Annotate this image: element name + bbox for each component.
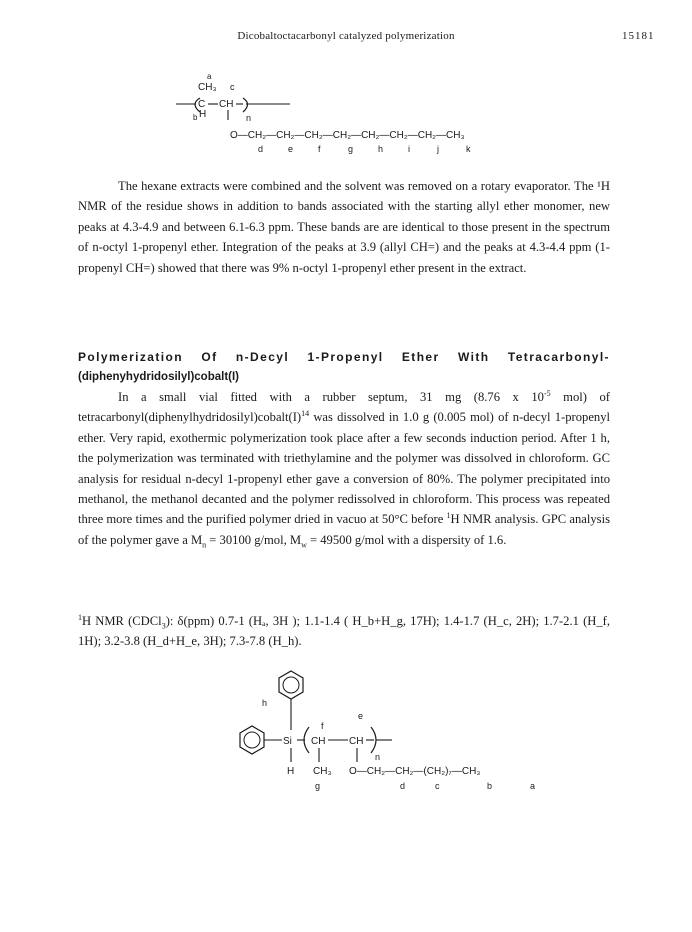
label-e: e <box>358 711 364 721</box>
letter-j: j <box>437 144 439 154</box>
label-si-h: H <box>287 766 295 777</box>
label-h-top: h <box>262 698 268 708</box>
aromatic-circle-top <box>283 677 299 693</box>
running-header-title: Dicobaltoctacarbonyl catalyzed polymerization <box>237 30 455 42</box>
letter-d: d <box>400 781 406 791</box>
paragraph-polymerization-procedure: In a small vial fitted with a rubber septum, 31 mg (8.76 x $10^{-5}$ mol) of $tetracarbonyl(diphenylhydridosilyl)cobalt(I)^{14}$ was dissolved in 1.0 g (0.005 mol) of n-decyl 1-propenyl ether. Very rapid, exothermic polymerization took place after a few seconds induction period. After 1 h, the polymerization was terminated with triethylamine and the polymer was dissolved in chloroform. GC analysis for residual n-decyl 1-propenyl ether gave a conversion of 80%. The polymer precipitated into methanol, the methanol decanted and the polymer redissolved in chloroform. This process was repeated three more times and the purified polymer dried in vacuo at 50°C before $^1$H NMR analysis. GPC analysis of the polymer gave a $M_n = 30100$ g/mol, $M_w = 49500$ g/mol with a dispersity of 1.6. <box>78 388 610 550</box>
label-a: a <box>207 72 212 81</box>
section-heading-line-2: (diphenyhydridosilyl)cobalt(I) <box>78 371 240 384</box>
nmr-data: $^1$H NMR (CDCl$_3$): δ(ppm) 0.7-1 (Hₐ, 3H ); 1.1-1.4 ( H_b+H_g, 17H); 1.4-1.7 (H_c, 2H); 1.7-2.1 (H_f, 1H); 3.2-3.8 (H_d+H_e, 3H); 7.3-7.8 (H_h). <box>78 612 610 649</box>
label-c: c <box>230 82 235 92</box>
paragraph-hexane-extracts: The hexane extracts were combined and the solvent was removed on a rotary evaporator. The ¹H NMR of the residue shows in addition to bands associated with the starting allyl ether monomer, new peaks at 4.3-4.9 and between 6.1-6.3 ppm. These bands are are identical to those present in the spectrum of n-octyl 1-propenyl ether. Integration of the peaks at 3.9 (allyl CH=) and the peaks at 4.3-4.4 ppm (1-propenyl CH=) showed that there was 9% n-octyl 1-propenyl ether present in the extract. <box>78 179 610 275</box>
label-f: f <box>321 721 324 731</box>
heading-word: 1-Propenyl <box>307 350 384 364</box>
letter-d: d <box>258 144 264 154</box>
label-ch-2: CH <box>349 736 364 747</box>
letter-g: g <box>315 781 321 791</box>
letter-g: g <box>348 144 354 154</box>
aromatic-circle-left <box>244 732 260 748</box>
heading-word: Polymerization <box>78 350 183 364</box>
letter-e: e <box>288 144 294 154</box>
letter-f: f <box>318 144 321 154</box>
label-b: b <box>193 113 198 122</box>
heading-word: Tetracarbonyl- <box>507 350 610 364</box>
letter-c: c <box>435 781 440 791</box>
page-number: 15181 <box>622 30 655 42</box>
label-ch-1: CH <box>311 736 326 747</box>
carbon-letter-row-2 <box>315 781 535 791</box>
letter-i: i <box>408 144 410 154</box>
heading-word: Of <box>201 350 218 364</box>
label-ch3: CH₃ <box>313 766 332 777</box>
letter-b: b <box>487 781 493 791</box>
letter-h: h <box>378 144 384 154</box>
label-h: H <box>199 109 207 120</box>
side-chain-2: O—CH₂—CH₂—(CH₂)₇—CH₃ <box>349 766 481 777</box>
label-ch: CH <box>219 99 234 110</box>
side-chain: O—CH₂—CH₂—CH₂—CH₂—CH₂—CH₂—CH₂—CH₃ <box>230 130 465 141</box>
label-n: n <box>246 113 252 123</box>
heading-word: n-Decyl <box>235 350 290 364</box>
label-si: Si <box>283 736 292 747</box>
label-n-2: n <box>375 752 381 762</box>
heading-word: With <box>458 350 490 364</box>
label-carbon: C <box>198 99 206 110</box>
letter-k: k <box>466 144 471 154</box>
label-ch3: CH₃ <box>198 82 217 93</box>
heading-word: Ether <box>401 350 440 364</box>
letter-a: a <box>530 781 536 791</box>
